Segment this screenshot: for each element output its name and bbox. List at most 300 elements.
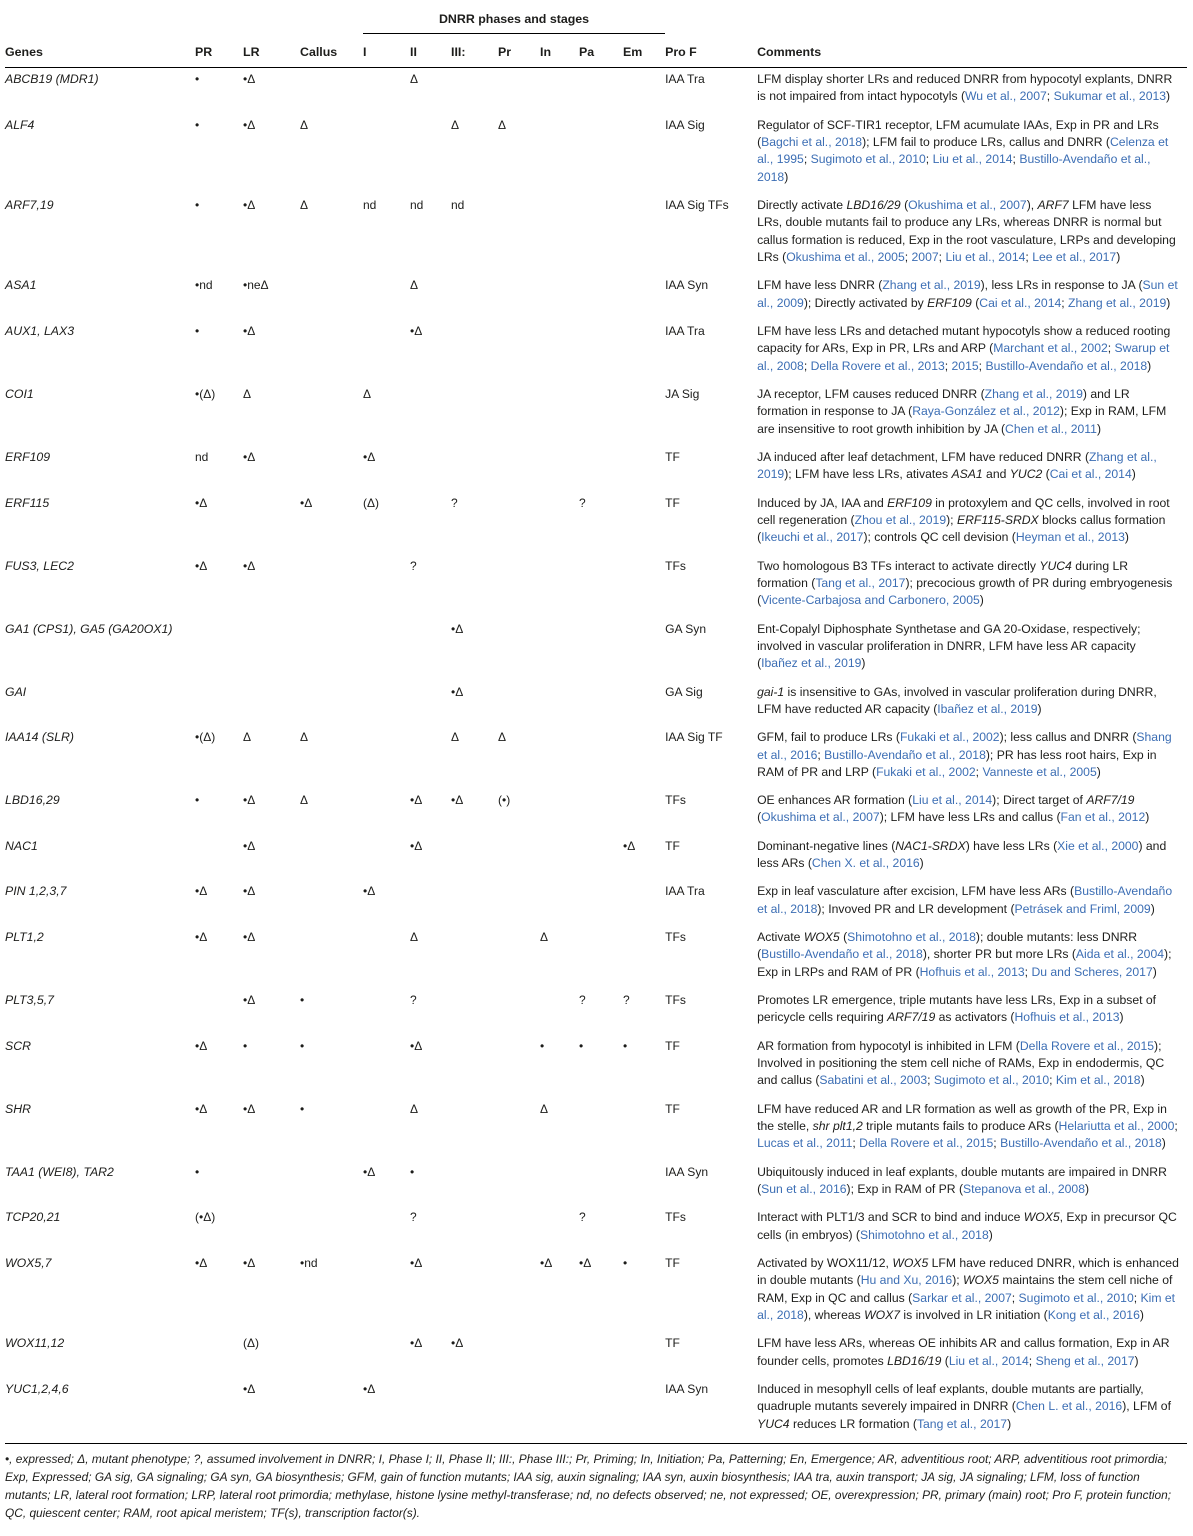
comment-cell: LFM have less DNRR (Zhang et al., 2019), less LRs in response to JA (Sun et al., 2009); Directly activated by ERF109 (Cai et al., 2014; Zhang et al., 2019) [757, 278, 1178, 310]
citation-link[interactable]: 2007 [911, 249, 939, 264]
gene-name: COI1 [5, 386, 34, 401]
mark-phase-3: •Δ [451, 621, 464, 636]
table-row [5, 989, 1187, 1035]
table-row [5, 1161, 1187, 1207]
table-row [5, 274, 1187, 320]
mark-lr: •Δ [243, 1101, 256, 1116]
gene-name: ASA1 [5, 278, 37, 293]
citation-link[interactable]: Zhang et al., 2019 [1068, 295, 1167, 310]
mark-lr: • [243, 1038, 248, 1053]
mark-callus [300, 618, 363, 681]
gene-name: NAC1 [5, 838, 38, 853]
mark-priming [498, 1161, 540, 1207]
citation-link[interactable]: Petrásek and Friml, 2009 [1014, 901, 1151, 916]
mark-emergence: • [623, 1256, 628, 1271]
mark-callus: Δ [300, 793, 309, 808]
citation-link[interactable]: Ikeuchi et al., 2017 [761, 530, 864, 545]
citation-link[interactable]: 2015 [951, 358, 979, 373]
comment-cell: LFM have reduced AR and LR formation as well as growth of the PR, Exp in the stelle, shr plt1,2 triple mutants fails to produce ARs (Helariutta et al., 2000; Lucas et al., 2011; Della Rovere et al., 2015; Bustillo-Avendaño et al., 2018) [757, 1101, 1178, 1151]
gene-name: TCP20,21 [5, 1210, 61, 1225]
gene-name: SCR [5, 1038, 31, 1053]
mark-callus: •Δ [300, 495, 313, 510]
citation-link[interactable]: Sabatini et al., 2003 [819, 1073, 928, 1088]
mark-patterning [579, 383, 623, 446]
table-row [5, 68, 1187, 114]
mark-phase-3 [451, 1035, 498, 1098]
comment-cell: JA induced after leaf detachment, LFM have reduced DNRR (Zhang et al., 2019); LFM have less LRs, ativates ASA1 and YUC2 (Cai et al., 2014) [757, 449, 1157, 482]
mark-priming [498, 555, 540, 618]
mark-phase-3 [451, 835, 498, 881]
citation-link[interactable]: Sheng et al., 2017 [1035, 1353, 1135, 1368]
protein-function: IAA Tra [665, 884, 705, 899]
mark-emergence [623, 492, 665, 555]
mark-priming: Δ [498, 117, 507, 132]
mark-pr [195, 1378, 243, 1441]
citation-link[interactable]: Stepanova et al., 2008 [963, 1182, 1085, 1197]
mark-patterning [579, 789, 623, 835]
mark-patterning [579, 618, 623, 681]
gene-table [5, 6, 1187, 1441]
mark-phase-1 [363, 989, 410, 1035]
citation-link[interactable]: Liu et al., 2014 [932, 152, 1013, 167]
mark-patterning [579, 446, 623, 492]
mark-patterning [579, 1378, 623, 1441]
citation-link[interactable]: Chen et al., 2011 [1005, 421, 1097, 436]
mark-callus [300, 446, 363, 492]
mark-phase-1: •Δ [363, 449, 376, 464]
mark-phase-2 [410, 114, 451, 194]
mark-phase-1: •Δ [363, 1382, 376, 1397]
mark-emergence: •Δ [623, 838, 636, 853]
gene-name: PLT1,2 [5, 930, 44, 945]
gene-name: GA1 (CPS1), GA5 (GA20OX1) [5, 621, 173, 636]
citation-link[interactable]: Cai et al., 2014 [1049, 467, 1132, 482]
mark-emergence [623, 383, 665, 446]
mark-priming [498, 194, 540, 274]
mark-emergence [623, 114, 665, 194]
citation-link[interactable]: Shimotohno et al., 2018 [860, 1227, 989, 1242]
mark-pr [195, 835, 243, 881]
citation-link[interactable]: Bustillo-Avendaño et al., 2018 [985, 358, 1148, 373]
citation-link[interactable]: Tang et al., 2017 [815, 575, 906, 590]
mark-patterning [579, 926, 623, 989]
mark-patterning [579, 320, 623, 383]
protein-function: IAA Sig TFs [665, 197, 729, 212]
comment-cell: Ent-Copalyl Diphosphate Synthetase and GA 20-Oxidase, respectively; involved in vascular proliferation in DNRR, LFM have less AR capacity (Ibañez et al., 2019) [757, 621, 1141, 671]
citation-link[interactable]: Ibañez et al., 2019 [937, 701, 1038, 716]
citation-link[interactable]: Du and Scheres, 2017 [1031, 964, 1153, 979]
gene-name: ERF115 [5, 495, 50, 510]
mark-phase-3 [451, 555, 498, 618]
mark-initiation [540, 383, 579, 446]
mark-patterning: • [579, 1038, 584, 1053]
comment-cell: OE enhances AR formation (Liu et al., 2014); Direct target of ARF7/19 (Okushima et al., 2007); LFM have less LRs and callus (Fan et al., 2012) [757, 793, 1150, 825]
mark-lr: •Δ [243, 993, 256, 1008]
citation-link[interactable]: Marchant et al., 2002 [993, 341, 1108, 356]
mark-phase-3 [451, 989, 498, 1035]
mark-phase-1 [363, 68, 410, 114]
mark-priming [498, 618, 540, 681]
protein-function: TFs [665, 793, 686, 808]
citation-link[interactable]: Kim et al., 2018 [1055, 1073, 1141, 1088]
mark-pr: •Δ [195, 1101, 208, 1116]
mark-phase-2: Δ [410, 930, 419, 945]
mark-phase-3 [451, 1252, 498, 1332]
citation-link[interactable]: Hu and Xu, 2016 [860, 1273, 953, 1288]
table-row [5, 681, 1187, 727]
citation-link[interactable]: Bagchi et al., 2018 [761, 134, 863, 149]
mark-patterning [579, 681, 623, 727]
table-row [5, 555, 1187, 618]
mark-pr: • [195, 197, 200, 212]
mark-pr: • [195, 323, 200, 338]
mark-priming [498, 1378, 540, 1441]
mark-priming [498, 68, 540, 114]
mark-priming [498, 1035, 540, 1098]
mark-pr: •Δ [195, 558, 208, 573]
mark-callus [300, 1161, 363, 1207]
mark-phase-2 [410, 383, 451, 446]
gene-name: ALF4 [5, 117, 35, 132]
mark-emergence [623, 1332, 665, 1378]
group-header-row [5, 6, 1187, 34]
mark-lr: Δ [243, 386, 252, 401]
mark-priming [498, 989, 540, 1035]
mark-callus [300, 926, 363, 989]
table-row [5, 618, 1187, 681]
gene-name: TAA1 (WEI8), TAR2 [5, 1164, 114, 1179]
protein-function: IAA Tra [665, 72, 705, 86]
table-row [5, 1252, 1187, 1332]
table-row [5, 1035, 1187, 1098]
citation-link[interactable]: Vanneste et al., 2005 [982, 764, 1097, 779]
mark-pr: nd [195, 449, 209, 464]
mark-emergence: ? [623, 993, 630, 1008]
table-row [5, 114, 1187, 194]
protein-function: IAA Syn [665, 1382, 709, 1397]
citation-link[interactable]: Fan et al., 2012 [1060, 810, 1146, 825]
mark-patterning [579, 726, 623, 789]
table-row [5, 726, 1187, 789]
citation-link[interactable]: Bustillo-Avendaño et al., 2018 [1000, 1136, 1162, 1151]
citation-link[interactable]: Okushima et al., 2005 [786, 249, 905, 264]
mark-pr: (•Δ) [195, 1210, 216, 1225]
mark-emergence [623, 1161, 665, 1207]
mark-callus [300, 681, 363, 727]
mark-initiation [540, 835, 579, 881]
citation-link[interactable]: Della Rovere et al., 2015 [1019, 1038, 1155, 1053]
mark-phase-2 [410, 1378, 451, 1441]
table-row [5, 320, 1187, 383]
table-row [5, 446, 1187, 492]
citation-link[interactable]: Chen L. et al., 2016 [1015, 1399, 1123, 1414]
protein-function: TF [665, 1256, 680, 1271]
mark-phase-3 [451, 926, 498, 989]
gene-name: WOX5,7 [5, 1256, 52, 1271]
mark-lr: Δ [243, 730, 252, 745]
comment-cell: Activate WOX5 (Shimotohno et al., 2018); double mutants: less DNRR (Bustillo-Avendaño et al., 2018), shorter PR but more LRs (Aida et al., 2004); Exp in LRPs and RAM of PR (Hofhuis et al., 2013; Du and Scheres, 2017) [757, 930, 1172, 979]
mark-phase-3 [451, 320, 498, 383]
mark-phase-2: •Δ [410, 793, 423, 808]
col-header-genes: Genes [5, 34, 195, 68]
citation-link[interactable]: Hofhuis et al., 2013 [919, 964, 1025, 979]
protein-function: TF [665, 1336, 680, 1351]
mark-patterning [579, 194, 623, 274]
citation-link[interactable]: Sugimoto et al., 2010 [933, 1073, 1050, 1088]
protein-function: JA Sig [665, 386, 700, 401]
mark-phase-2: •Δ [410, 323, 423, 338]
citation-link[interactable]: Bustillo-Avendaño et al., 2018 [757, 152, 1151, 184]
mark-emergence [623, 320, 665, 383]
mark-lr: •Δ [243, 72, 256, 86]
mark-phase-3 [451, 68, 498, 114]
mark-emergence [623, 618, 665, 681]
col-header-callus: Callus [300, 34, 363, 68]
mark-phase-1 [363, 274, 410, 320]
mark-phase-1 [363, 618, 410, 681]
table-row [5, 1332, 1187, 1378]
mark-phase-2 [410, 446, 451, 492]
citation-link[interactable]: Della Rovere et al., 2015 [859, 1136, 994, 1151]
mark-pr [195, 989, 243, 1035]
mark-callus: • [300, 1101, 305, 1116]
mark-phase-1 [363, 1035, 410, 1098]
mark-lr: •Δ [243, 117, 256, 132]
citation-link[interactable]: Vicente-Carbajosa and Carbonero, 2005 [761, 593, 980, 608]
citation-link[interactable]: Hofhuis et al., 2013 [1014, 1010, 1120, 1025]
mark-pr [195, 681, 243, 727]
mark-lr: •Δ [243, 1256, 256, 1271]
citation-link[interactable]: Zhang et al., 2019 [984, 386, 1083, 401]
comment-cell: AR formation from hypocotyl is inhibited in LFM (Della Rovere et al., 2015); Involved in positioning the stem cell niche of RAMs, Exp in endodermis, QC and callus (Sabatini et al., 2003; Sugimoto et al., 2010; Kim et al., 2018) [757, 1038, 1165, 1088]
mark-priming [498, 1098, 540, 1161]
mark-phase-3 [451, 274, 498, 320]
mark-emergence [623, 1378, 665, 1441]
mark-priming [498, 492, 540, 555]
mark-callus [300, 320, 363, 383]
mark-phase-2: ? [410, 993, 417, 1008]
citation-link[interactable]: Tang et al., 2017 [916, 1416, 1008, 1431]
mark-emergence [623, 1206, 665, 1252]
citation-link[interactable]: Kim et al., 2018 [757, 1290, 1176, 1323]
citation-link[interactable]: Della Rovere et al., 2013 [810, 358, 945, 373]
protein-function: TF [665, 1038, 680, 1053]
protein-function: IAA Sig TF [665, 730, 723, 745]
mark-lr: •neΔ [243, 278, 269, 293]
mark-phase-3: nd [451, 197, 465, 212]
citation-link[interactable]: Zhang et al., 2019 [882, 278, 981, 293]
citation-link[interactable]: Okushima et al., 2007 [761, 810, 880, 825]
mark-priming: Δ [498, 730, 507, 745]
citation-link[interactable]: Fukaki et al., 2002 [876, 764, 976, 779]
mark-pr: •nd [195, 278, 213, 293]
mark-initiation [540, 114, 579, 194]
citation-link[interactable]: Heyman et al., 2013 [1015, 530, 1125, 545]
mark-phase-2: Δ [410, 72, 419, 86]
comment-cell: LFM have less LRs and detached mutant hypocotyls show a reduced rooting capacity for ARs, Exp in PR, LRs and ARP (Marchant et al., 2002; Swarup et al., 2008; Della Rovere et al., 2013; 2015; Bustillo-Avendaño et al., 2018) [757, 323, 1171, 373]
gene-name: ARF7,19 [5, 197, 54, 212]
mark-lr: •Δ [243, 197, 256, 212]
gene-name: GAI [5, 684, 27, 699]
mark-phase-3: Δ [451, 730, 460, 745]
gene-name: WOX11,12 [5, 1336, 65, 1351]
mark-phase-2 [410, 681, 451, 727]
mark-callus [300, 555, 363, 618]
citation-link[interactable]: Okushima et al., 2007 [908, 197, 1027, 212]
mark-phase-2: •Δ [410, 1038, 423, 1053]
mark-callus: Δ [300, 730, 309, 745]
mark-patterning [579, 274, 623, 320]
mark-initiation [540, 1378, 579, 1441]
citation-link[interactable]: Sun et al., 2016 [761, 1182, 847, 1197]
citation-link[interactable]: Sugimoto et al., 2010 [810, 152, 926, 167]
citation-link[interactable]: Xie et al., 2000 [1057, 838, 1139, 853]
table-row [5, 789, 1187, 835]
mark-initiation [540, 274, 579, 320]
citation-link[interactable]: Celenza et al., 1995 [757, 134, 1169, 167]
mark-phase-2: •Δ [410, 838, 423, 853]
citation-link[interactable]: Fukaki et al., 2002 [899, 730, 1000, 745]
mark-lr: •Δ [243, 793, 256, 808]
comment-cell: LFM display shorter LRs and reduced DNRR from hypocotyl explants, DNRR is not impaired from intact hypocotyls (Wu et al., 2007; Sukumar et al., 2013) [757, 72, 1173, 104]
citation-link[interactable]: Sun et al., 2009 [757, 278, 1178, 310]
citation-link[interactable]: Sarkar et al., 2007 [912, 1290, 1012, 1305]
citation-link[interactable]: Shimotohno et al., 2018 [847, 930, 976, 945]
protein-function: IAA Syn [665, 278, 709, 293]
citation-link[interactable]: Sugimoto et al., 2010 [1018, 1290, 1134, 1305]
citation-link[interactable]: Liu et al., 2014 [912, 793, 993, 808]
mark-initiation [540, 555, 579, 618]
col-header-patterning: Pa [579, 34, 623, 68]
mark-pr [195, 618, 243, 681]
group-header-spacer-right [665, 6, 1187, 34]
citation-link[interactable]: Chen X. et al., 2016 [811, 856, 920, 871]
gene-name: FUS3, LEC2 [5, 558, 75, 573]
comment-cell: Induced in mesophyll cells of leaf explants, double mutants are partially, quadruple mutants severely impaired in DNRR (Chen L. et al., 2016), LFM of YUC4 reduces LR formation (Tang et al., 2017) [757, 1382, 1171, 1431]
citation-link[interactable]: Ibañez et al., 2019 [761, 656, 862, 671]
mark-pr: •Δ [195, 1256, 208, 1271]
mark-lr: (Δ) [243, 1336, 260, 1351]
table-row [5, 1206, 1187, 1252]
mark-emergence [623, 446, 665, 492]
mark-patterning: •Δ [579, 1256, 592, 1271]
mark-phase-2: ? [410, 1210, 417, 1225]
comment-cell: LFM have less ARs, whereas OE inhibits AR and callus formation, Exp in AR founder cells, promotes LBD16/19 (Liu et al., 2014; Sheng et al., 2017) [757, 1336, 1170, 1368]
mark-emergence [623, 555, 665, 618]
mark-callus [300, 880, 363, 926]
citation-link[interactable]: Sukumar et al., 2013 [1053, 89, 1167, 104]
mark-pr: • [195, 117, 200, 132]
mark-pr: •(Δ) [195, 386, 216, 401]
mark-pr: • [195, 72, 200, 86]
citation-link[interactable]: Bustillo-Avendaño et al., 2018 [757, 884, 1173, 916]
mark-phase-3: ? [451, 495, 458, 510]
mark-initiation [540, 320, 579, 383]
protein-function: TF [665, 1101, 680, 1116]
mark-priming [498, 880, 540, 926]
mark-emergence [623, 880, 665, 926]
gene-name: ABCB19 (MDR1) [5, 72, 99, 86]
mark-phase-2 [410, 880, 451, 926]
mark-initiation: •Δ [540, 1256, 553, 1271]
citation-link[interactable]: Liu et al., 2014 [945, 249, 1026, 264]
mark-phase-2 [410, 618, 451, 681]
col-header-initiation: In [540, 34, 579, 68]
comment-cell: Regulator of SCF-TIR1 receptor, LFM acumulate IAAs, Exp in PR and LRs (Bagchi et al., 2018); LFM fail to produce LRs, callus and DNRR (Celenza et al., 1995; Sugimoto et al., 2010; Liu et al., 2014; Bustillo-Avendaño et al., 2018) [757, 117, 1169, 184]
citation-link[interactable]: Bustillo-Avendaño et al., 2018 [761, 947, 923, 962]
mark-phase-1 [363, 726, 410, 789]
protein-function: TF [665, 449, 680, 464]
citation-link[interactable]: Kong et al., 2016 [1047, 1308, 1140, 1323]
mark-callus: Δ [300, 197, 309, 212]
table-row [5, 926, 1187, 989]
mark-lr: •Δ [243, 1382, 256, 1397]
mark-phase-1: •Δ [363, 884, 376, 899]
table-row [5, 492, 1187, 555]
comment-cell: Activated by WOX11/12, WOX5 LFM have reduced DNRR, which is enhanced in double mutants (Hu and Xu, 2016); WOX5 maintains the stem cell niche of RAM, Exp in QC and callus (Sarkar et al., 2007; Sugimoto et al., 2010; Kim et al., 2018), whereas WOX7 is involved in LR initiation (Kong et al., 2016) [757, 1256, 1179, 1323]
gene-name: PLT3,5,7 [5, 993, 54, 1008]
mark-phase-1 [363, 835, 410, 881]
col-header-phase-2: II [410, 34, 451, 68]
mark-phase-3: •Δ [451, 684, 464, 699]
mark-phase-1 [363, 1252, 410, 1332]
mark-patterning [579, 1332, 623, 1378]
citation-link[interactable]: Lucas et al., 2011 [757, 1136, 853, 1151]
citation-link[interactable]: Cai et al., 2014 [979, 295, 1062, 310]
mark-phase-3 [451, 1161, 498, 1207]
mark-phase-1 [363, 926, 410, 989]
gene-name: YUC1,2,4,6 [5, 1382, 69, 1397]
citation-link[interactable]: Helariutta et al., 2000 [1058, 1119, 1175, 1134]
mark-pr: •Δ [195, 1038, 208, 1053]
mark-phase-1 [363, 1206, 410, 1252]
mark-lr [243, 492, 300, 555]
comment-cell: Interact with PLT1/3 and SCR to bind and induce WOX5, Exp in precursor QC cells (in embryos) (Shimotohno et al., 2018) [757, 1210, 1177, 1242]
mark-pr [195, 1332, 243, 1378]
mark-lr [243, 1206, 300, 1252]
comment-cell: gai-1 is insensitive to GAs, involved in vascular proliferation during DNRR, LFM have reducted AR capacity (Ibañez et al., 2019) [757, 684, 1157, 716]
mark-phase-3: •Δ [451, 793, 464, 808]
mark-initiation: • [540, 1038, 545, 1053]
mark-initiation [540, 681, 579, 727]
comment-cell: Directly activate LBD16/29 (Okushima et al., 2007), ARF7 LFM have less LRs, double mutants fail to produce any LRs, whereas DNRR is normal but callus formation is reduced, Exp in the root vasculature, LRPs and developing LRs (Okushima et al., 2005; 2007; Liu et al., 2014; Lee et al., 2017) [757, 197, 1176, 264]
mark-phase-3 [451, 880, 498, 926]
mark-callus: Δ [300, 117, 309, 132]
citation-link[interactable]: Zhou et al., 2019 [854, 512, 947, 527]
mark-pr: • [195, 1164, 200, 1179]
citation-link[interactable]: Wu et al., 2007 [965, 89, 1047, 104]
mark-emergence [623, 926, 665, 989]
citation-link[interactable]: Lee et al., 2017 [1032, 249, 1117, 264]
mark-initiation: Δ [540, 930, 549, 945]
citation-link[interactable]: Liu et al., 2014 [948, 1353, 1029, 1368]
mark-pr: •Δ [195, 930, 208, 945]
mark-phase-1 [363, 114, 410, 194]
citation-link[interactable]: Shang et al., 2016 [757, 730, 1172, 762]
mark-phase-3: Δ [451, 117, 460, 132]
mark-patterning [579, 68, 623, 114]
citation-link[interactable]: Zhang et al., 2019 [757, 449, 1157, 482]
citation-link[interactable]: Aida et al., 2004 [1075, 947, 1165, 962]
citation-link[interactable]: Raya-González et al., 2012 [912, 404, 1060, 419]
col-header-priming: Pr [498, 34, 540, 68]
comment-cell: Dominant-negative lines (NAC1-SRDX) have less LRs (Xie et al., 2000) and less ARs (Chen X. et al., 2016) [757, 838, 1167, 871]
mark-lr [243, 1161, 300, 1207]
protein-function: IAA Sig [665, 117, 705, 132]
citation-link[interactable]: Swarup et al., 2008 [757, 341, 1170, 373]
citation-link[interactable]: Bustillo-Avendaño et al., 2018 [824, 747, 986, 762]
mark-lr: •Δ [243, 838, 256, 853]
